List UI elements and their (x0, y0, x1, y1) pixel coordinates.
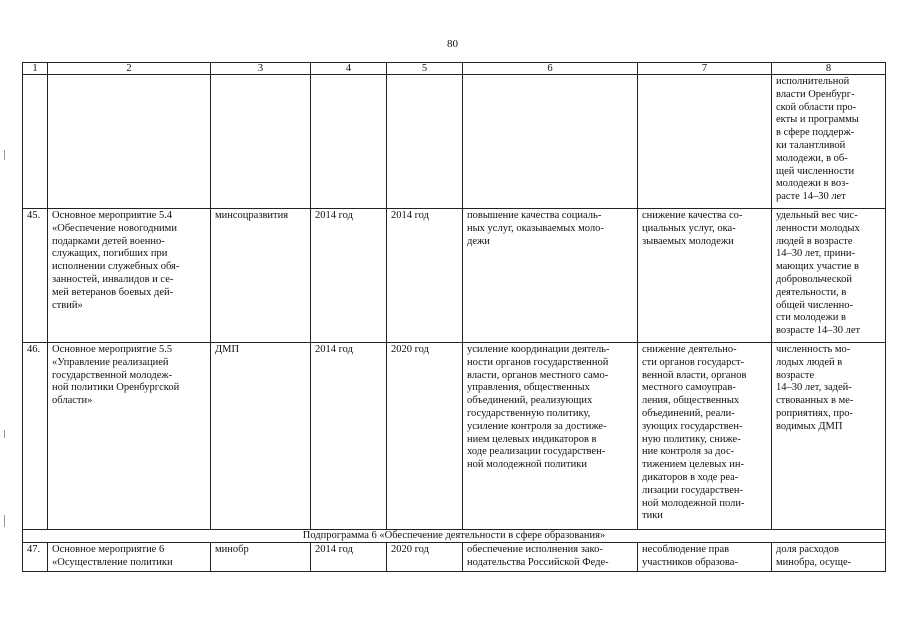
text-line: государственной молодеж- (52, 369, 173, 381)
text-line: сти молодежи в (776, 312, 846, 324)
text-line: ленности молодых (776, 222, 860, 234)
expected-result (463, 343, 638, 530)
text-line: объединений, реализующих (467, 395, 593, 407)
text-line: нием целевых индикаторов в (467, 433, 597, 445)
text-line: ствий» (52, 299, 83, 311)
text-line: циальных услуг, ока- (642, 222, 736, 234)
text-line: местного самоуправ- (642, 382, 736, 394)
text-line: ДМП (215, 344, 240, 355)
page-number: 80 (447, 38, 458, 50)
text-line: 2014 год (391, 210, 429, 221)
text-line: венной власти, органов (642, 369, 747, 381)
text-line: лизации государствен- (642, 484, 743, 496)
text-line: подарками детей военно- (52, 235, 165, 247)
text-line: снижение деятельно- (642, 344, 737, 355)
header-cell: 4 (311, 63, 387, 75)
text-line: возрасте 14–30 лет (776, 325, 861, 337)
text-line: служащих, погибших при (52, 248, 168, 260)
header-cell: 1 (23, 63, 48, 75)
table-cell (48, 75, 211, 209)
text-line: зующих государствен- (642, 420, 743, 432)
table-row (23, 543, 886, 572)
text-line: 46. (27, 344, 41, 355)
consequences (638, 209, 772, 343)
table-cell (463, 75, 638, 209)
table-cell (211, 75, 311, 209)
text-line: тики (642, 510, 663, 522)
subprogram-row (23, 530, 886, 543)
text-line: ления, общественных (642, 395, 740, 407)
text-line: государственную политику, (467, 407, 591, 419)
text-line: ской области про- (776, 101, 857, 113)
header-row (23, 63, 886, 75)
end-date (387, 209, 463, 343)
text-line: сти органов государст- (642, 356, 745, 368)
text-line: Основное мероприятие 5.4 (52, 210, 173, 221)
text-line: 2014 год (315, 544, 353, 555)
end-date (387, 543, 463, 572)
text-line: роприятиях, про- (776, 407, 853, 419)
text-line: Основное мероприятие 5.5 (52, 344, 173, 355)
text-line: удельный вес чис- (776, 210, 858, 221)
text-line: ной молодежной поли- (642, 497, 745, 509)
text-line: деятельности, в (776, 286, 847, 298)
start-date (311, 543, 387, 572)
table-row (23, 343, 886, 530)
row-number (23, 209, 48, 343)
text-line: 2020 год (391, 344, 429, 355)
end-date (387, 343, 463, 530)
table-cell (387, 75, 463, 209)
text-line: 47. (27, 544, 41, 555)
text-line: несоблюдение прав (642, 544, 730, 555)
text-line: молодежи в воз- (776, 178, 849, 190)
text-line: объединений, реали- (642, 407, 735, 419)
text-line: лодых людей в (776, 356, 843, 368)
text-line: исполнении служебных обя- (52, 261, 180, 273)
responsible-executor (211, 343, 311, 530)
start-date (311, 343, 387, 530)
text-line: численность мо- (776, 344, 851, 355)
text-line: минсоцразвития (215, 210, 289, 221)
expected-result (463, 209, 638, 343)
text-line: «Обеспечение новогодними (52, 222, 177, 234)
activities-table (22, 62, 886, 572)
continuation-row (23, 75, 886, 209)
text-line: молодежи, в об- (776, 152, 848, 164)
expected-result (463, 543, 638, 572)
text-line: тижением целевых ин- (642, 459, 744, 471)
text-line: ки талантливой (776, 139, 846, 151)
text-line: дикаторов в ходе реа- (642, 471, 739, 483)
scan-margin-mark (4, 150, 5, 160)
text-line: исполнительной (776, 76, 850, 87)
row-number (23, 543, 48, 572)
text-line: людей в возрасте (776, 235, 853, 247)
text-line: нодательства Российской Феде- (467, 556, 609, 568)
table-cell (311, 75, 387, 209)
text-line: усиление координации деятель- (467, 344, 610, 355)
text-line: ной молодежной политики (467, 459, 587, 471)
text-line: доля расходов (776, 544, 839, 555)
table-cell (23, 75, 48, 209)
text-line: обеспечение исполнения зако- (467, 544, 603, 555)
scan-margin-mark (4, 515, 5, 527)
header-cell: 5 (387, 63, 463, 75)
indicator-link (772, 543, 886, 572)
text-line: 45. (27, 210, 41, 221)
text-line: «Осуществление политики (52, 556, 173, 568)
text-line: мающих участие в (776, 261, 859, 273)
text-line: общей численно- (776, 299, 854, 311)
text-line: власти, органов местного само- (467, 369, 609, 381)
text-line: ности органов государственной (467, 356, 609, 368)
text-line: власти Оренбург- (776, 88, 855, 100)
start-date (311, 209, 387, 343)
text-line: занностей, инвалидов и се- (52, 273, 174, 285)
text-line: ходе реализации государствен- (467, 446, 606, 458)
subprogram-title: Подпрограмма 6 «Обеспечение деятельности в сфере образования» (23, 530, 886, 543)
text-line: ных услуг, оказываемых моло- (467, 222, 604, 234)
text-line: участников образова- (642, 556, 738, 568)
header-cell: 3 (211, 63, 311, 75)
text-line: 14–30 лет, прини- (776, 248, 856, 260)
text-line: возрасте (776, 369, 815, 381)
activity-name (48, 343, 211, 530)
text-line: ной политики Оренбургской (52, 382, 180, 394)
table-cell (772, 75, 886, 209)
header-cell: 7 (638, 63, 772, 75)
text-line: управления, общественных (467, 382, 590, 394)
text-line: снижение качества со- (642, 210, 743, 221)
table-row (23, 209, 886, 343)
text-line: в сфере поддерж- (776, 127, 855, 139)
text-line: екты и программы (776, 114, 859, 126)
text-line: ствованных в ме- (776, 395, 854, 407)
row-number (23, 343, 48, 530)
text-line: 2020 год (391, 544, 429, 555)
text-line: минобр (215, 544, 249, 555)
text-line: «Управление реализацией (52, 356, 169, 368)
text-line: 2014 год (315, 210, 353, 221)
text-line: водимых ДМП (776, 420, 843, 432)
text-line: области» (52, 395, 93, 407)
text-line: добровольческой (776, 273, 852, 285)
text-line: расте 14–30 лет (776, 191, 846, 203)
header-cell: 6 (463, 63, 638, 75)
scan-margin-mark (4, 430, 5, 438)
header-cell: 2 (48, 63, 211, 75)
text-line: усиление контроля за достиже- (467, 420, 607, 432)
activity-name (48, 209, 211, 343)
activity-name (48, 543, 211, 572)
text-line: мей ветеранов боевых дей- (52, 286, 174, 298)
text-line: повышение качества социаль- (467, 210, 602, 221)
consequences (638, 343, 772, 530)
responsible-executor (211, 209, 311, 343)
indicator-link (772, 209, 886, 343)
text-line: 2014 год (315, 344, 353, 355)
header-cell: 8 (772, 63, 886, 75)
consequences (638, 543, 772, 572)
text-line: щей численности (776, 165, 855, 177)
responsible-executor (211, 543, 311, 572)
text-line: дежи (467, 235, 490, 247)
indicator-link (772, 343, 886, 530)
text-line: зываемых молодежи (642, 235, 734, 247)
text-line: ную политику, сниже- (642, 433, 741, 445)
text-line: ние контроля за дос- (642, 446, 735, 458)
table-cell (638, 75, 772, 209)
text-line: 14–30 лет, задей- (776, 382, 852, 394)
text-line: минобра, осуще- (776, 556, 852, 568)
text-line: Основное мероприятие 6 (52, 544, 165, 555)
